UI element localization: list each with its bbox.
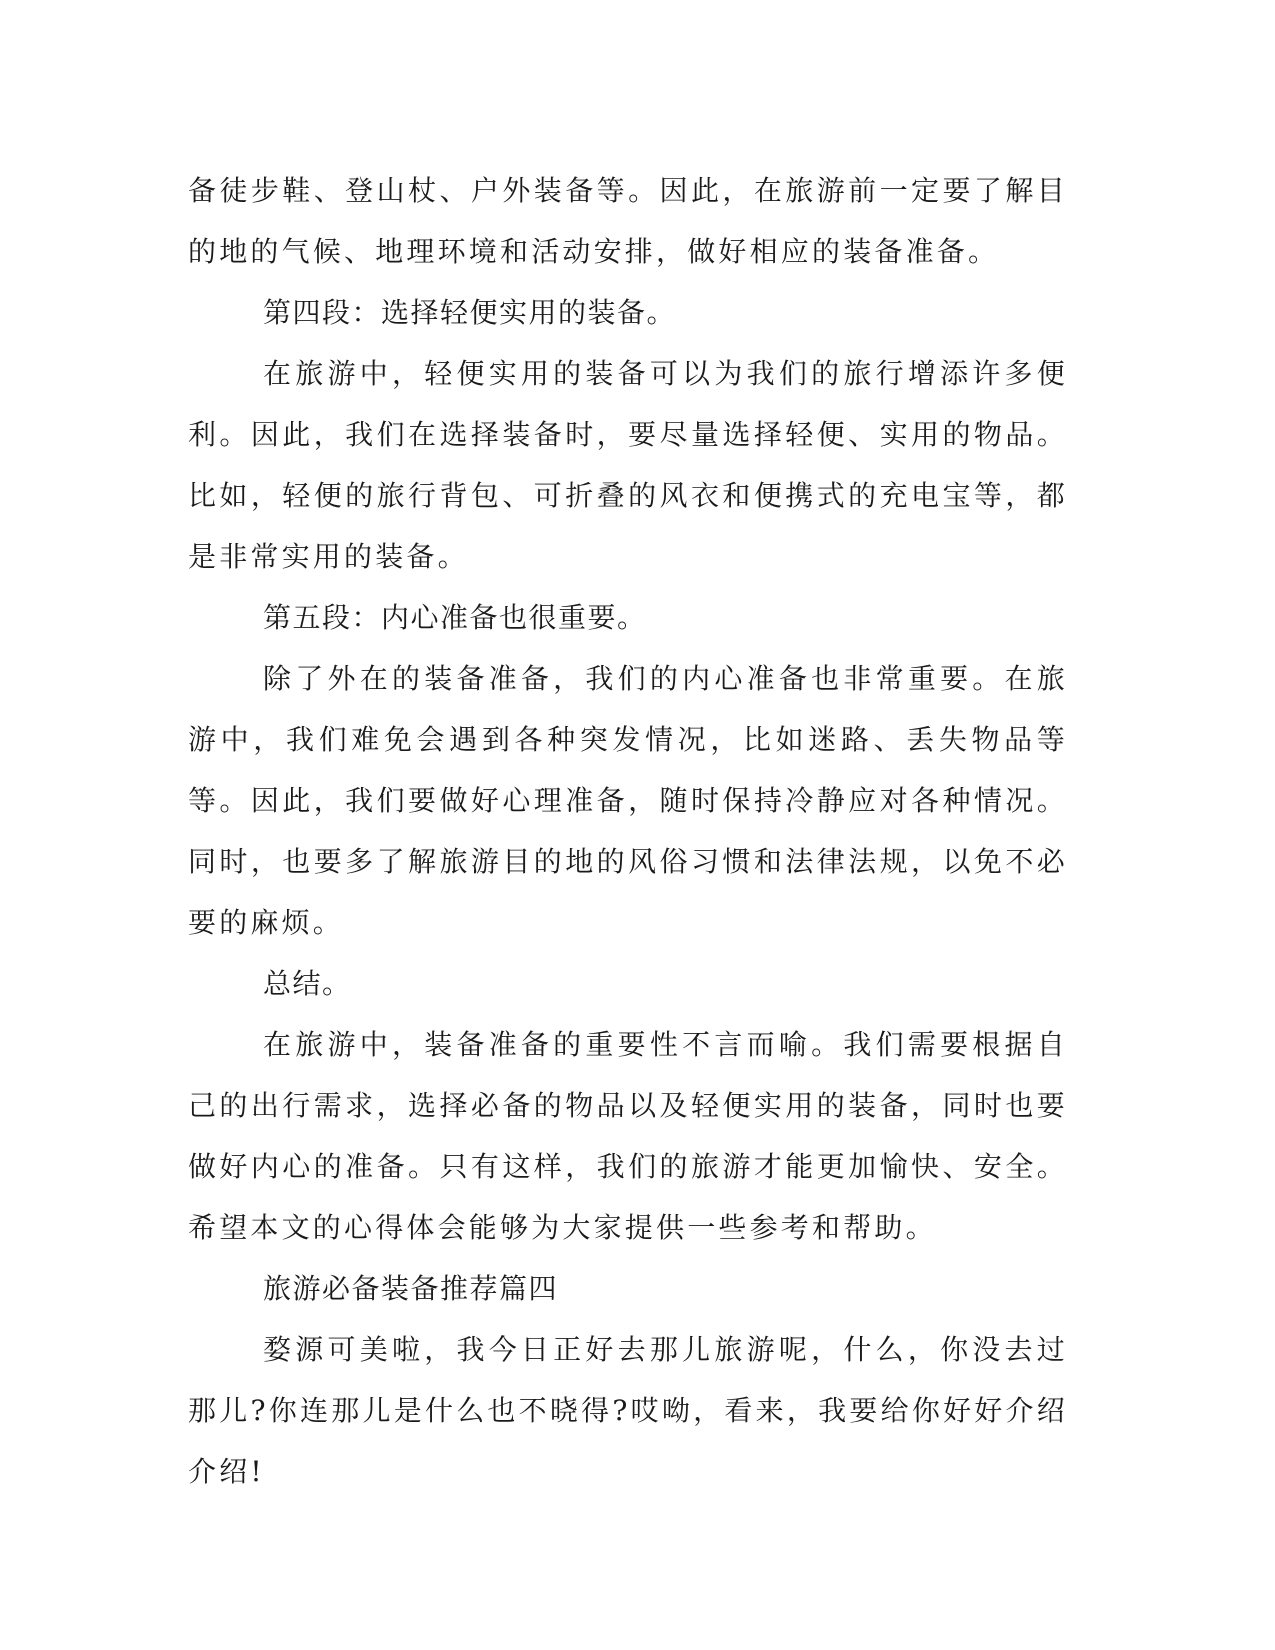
paragraph-section-4: 在旅游中，轻便实用的装备可以为我们的旅行增添许多便利。因此，我们在选择装备时，要尽量选择轻便、实用的物品。比如，轻便的旅行背包、可折叠的风衣和便携式的充电宝等，都是非常实用的装备。 [188,357,1068,573]
paragraph-section-5: 除了外在的装备准备，我们的内心准备也非常重要。在旅游中，我们难免会遇到各种突发情况，比如迷路、丢失物品等等。因此，我们要做好心理准备，随时保持冷静应对各种情况。同时，也要多了解旅游目的地的风俗习惯和法律法规，以免不必要的麻烦。 [188,662,1068,939]
paragraph-summary: 在旅游中，装备准备的重要性不言而喻。我们需要根据自己的出行需求，选择必备的物品以及轻便实用的装备，同时也要做好内心的准备。只有这样，我们的旅游才能更加愉快、安全。希望本文的心得体会能够为大家提供一些参考和帮助。 [188,1028,1068,1244]
document-body [188,160,1068,1502]
summary-heading: 总结。 [263,967,352,1000]
article-title-part-4: 旅游必备装备推荐篇四 [263,1272,559,1305]
paragraph-continuation: 备徒步鞋、登山杖、户外装备等。因此，在旅游前一定要了解目的地的气候、地理环境和活动安排，做好相应的装备准备。 [188,174,1068,268]
paragraph-wuyuan-intro: 婺源可美啦，我今日正好去那儿旅游呢，什么，你没去过那儿?你连那儿是什么也不晓得?哎呦，看来，我要给你好好介绍介绍! [188,1333,1068,1488]
section-heading-5: 第五段：内心准备也很重要。 [263,601,647,634]
section-heading-4: 第四段：选择轻便实用的装备。 [263,296,677,329]
